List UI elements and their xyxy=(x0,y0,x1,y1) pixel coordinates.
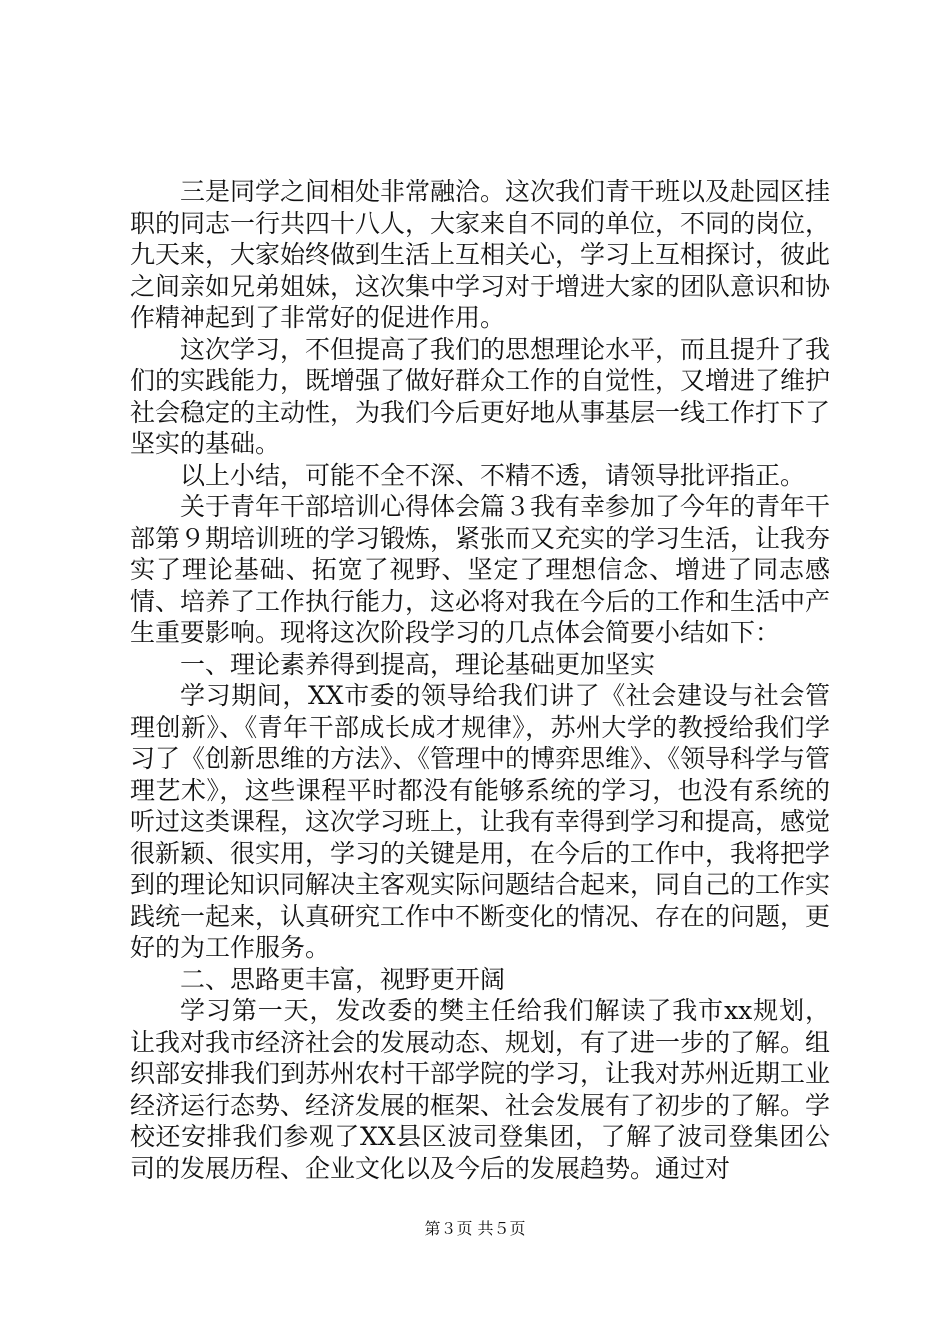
paragraph: 这次学习，不但提高了我们的思想理论水平，而且提升了我们的实践能力，既增强了做好群众工作的自觉性，又增进了维护社会稳定的主动性，为我们今后更好地从事基层一线工作打下了坚实的基础。 xyxy=(130,334,831,458)
paragraph: 以上小结，可能不全不深、不精不透，请领导批评指正。 xyxy=(180,460,806,490)
document-body xyxy=(130,176,830,1184)
page-number-footer: 第３页 共５页 xyxy=(424,1219,526,1238)
paragraph: 学习第一天，发改委的樊主任给我们解读了我市xx规划，让我对我市经济社会的发展动态、规划，有了进一步的了解。组织部安排我们到苏州农村干部学院的学习，让我对苏州近期工业经济运行态势、经济发展的框架、社会发展有了初步的了解。学校还安排我们参观了XX县区波司登集团，了解了波司登集团公司的发展历程、企业文化以及今后的发展趋势。通过对 xyxy=(130,996,831,1183)
paragraph: 关于青年干部培训心得体会篇３我有幸参加了今年的青年干部第９期培训班的学习锻炼，紧张而又充实的学习生活，让我夯实了理论基础、拓宽了视野、坚定了理想信念、增进了同志感情、培养了工作执行能力，这必将对我在今后的工作和生活中产生重要影响。现将这次阶段学习的几点体会简要小结如下： xyxy=(130,492,831,647)
section-heading: 一、理论素养得到提高，理论基础更加坚实 xyxy=(180,649,656,679)
paragraph: 三是同学之间相处非常融洽。这次我们青干班以及赴园区挂职的同志一行共四十八人，大家来自不同的单位，不同的岗位，九天来，大家始终做到生活上互相关心，学习上互相探讨，彼此之间亲如兄弟姐妹，这次集中学习对于增进大家的团队意识和协作精神起到了非常好的促进作用。 xyxy=(130,177,831,332)
paragraph: 学习期间，XX市委的领导给我们讲了《社会建设与社会管理创新》、《青年干部成长成才规律》，苏州大学的教授给我们学习了《创新思维的方法》、《管理中的博弈思维》、《领导科学与管理艺术》，这些课程平时都没有能够系统的学习，也没有系统的听过这类课程，这次学习班上，让我有幸得到学习和提高，感觉很新颖、很实用，学习的关键是用，在今后的工作中，我将把学到的理论知识同解决主客观实际问题结合起来，同自己的工作实践统一起来，认真研究工作中不断变化的情况、存在的问题，更好的为工作服务。 xyxy=(130,681,831,962)
section-heading: 二、思路更丰富，视野更开阔 xyxy=(180,964,506,994)
